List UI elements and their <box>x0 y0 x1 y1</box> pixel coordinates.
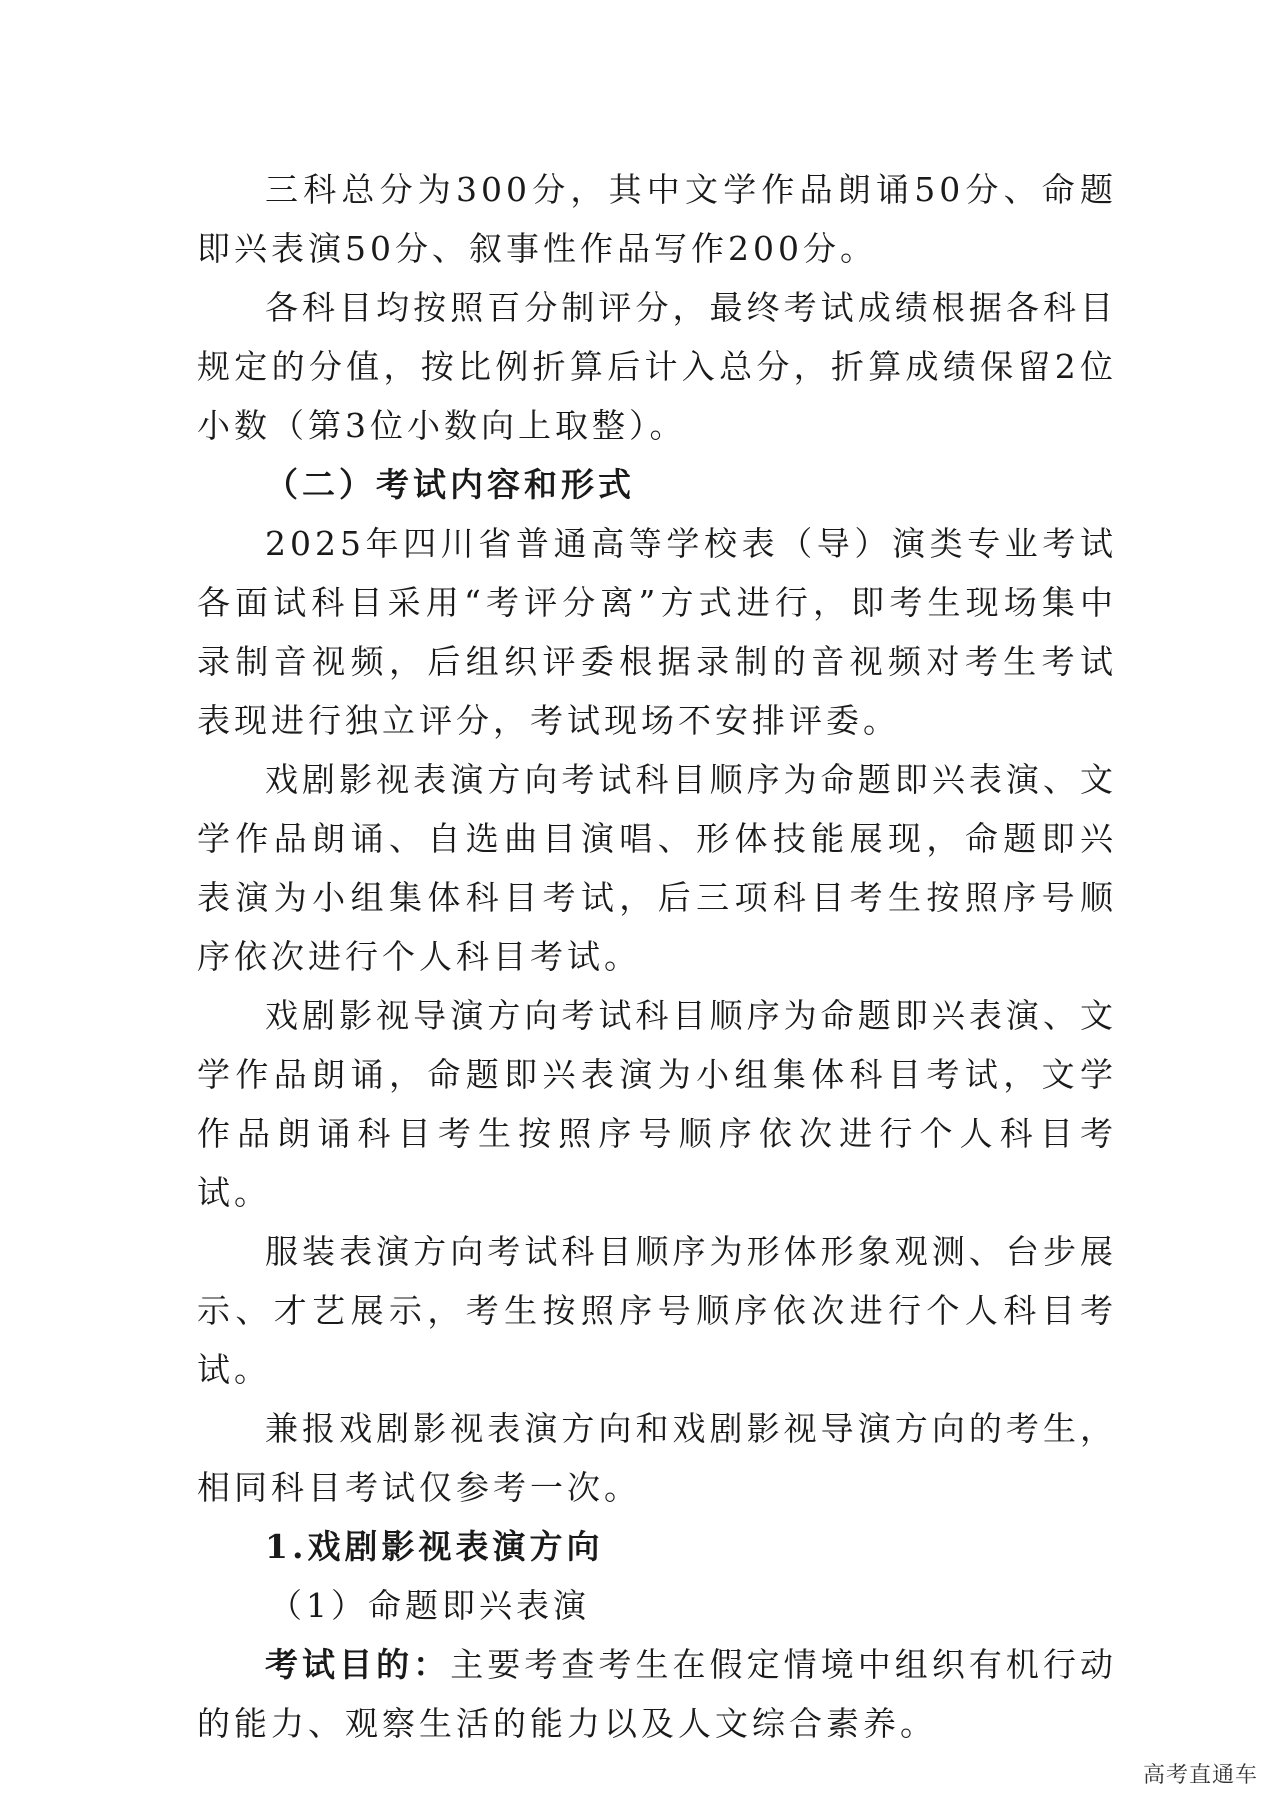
purpose-label: 考试目的： <box>265 1645 451 1684</box>
purpose-text: 主要考查考生在假定情境中组织有机行动的能力、观察生活的能力以及人文综合素养。 <box>197 1645 1118 1743</box>
paragraph-dual-application: 兼报戏剧影视表演方向和戏剧影视导演方向的考生，相同科目考试仅参考一次。 <box>197 1409 1117 1507</box>
watermark-text: 高考直通车 <box>1142 1763 1258 1788</box>
paragraph-fashion-order: 服装表演方向考试科目顺序为形体形象观测、台步展示、才艺展示，考生按照序号顺序依次进行个人科目考试。 <box>197 1232 1117 1389</box>
document-page <box>197 160 1117 1753</box>
subheading-acting-direction: 1.戏剧影视表演方向 <box>265 1527 604 1566</box>
paragraph-exam-purpose <box>197 1635 1117 1753</box>
paragraph-total-score: 三科总分为300分，其中文学作品朗诵50分、命题即兴表演50分、叙事性作品写作200分。 <box>197 170 1117 268</box>
paragraph-acting-order: 戏剧影视表演方向考试科目顺序为命题即兴表演、文学作品朗诵、自选曲目演唱、形体技能展现，命题即兴表演为小组集体科目考试，后三项科目考生按照序号顺序依次进行个人科目考试。 <box>197 760 1117 976</box>
paragraph-directing-order: 戏剧影视导演方向考试科目顺序为命题即兴表演、文学作品朗诵，命题即兴表演为小组集体科目考试，文学作品朗诵科目考生按照序号顺序依次进行个人科目考试。 <box>197 996 1117 1212</box>
paragraph-scoring-rule: 各科目均按照百分制评分，最终考试成绩根据各科目规定的分值，按比例折算后计入总分，折算成绩保留2位小数（第3位小数向上取整）。 <box>197 288 1117 445</box>
subheading-improvisation: （1）命题即兴表演 <box>269 1586 590 1625</box>
section-heading: （二）考试内容和形式 <box>265 465 635 504</box>
paragraph-exam-format: 2025年四川省普通高等学校表（导）演类专业考试各面试科目采用“考评分离”方式进行，即考生现场集中录制音视频，后组织评委根据录制的音视频对考生考试表现进行独立评分，考试现场不安排评委。 <box>197 524 1117 740</box>
